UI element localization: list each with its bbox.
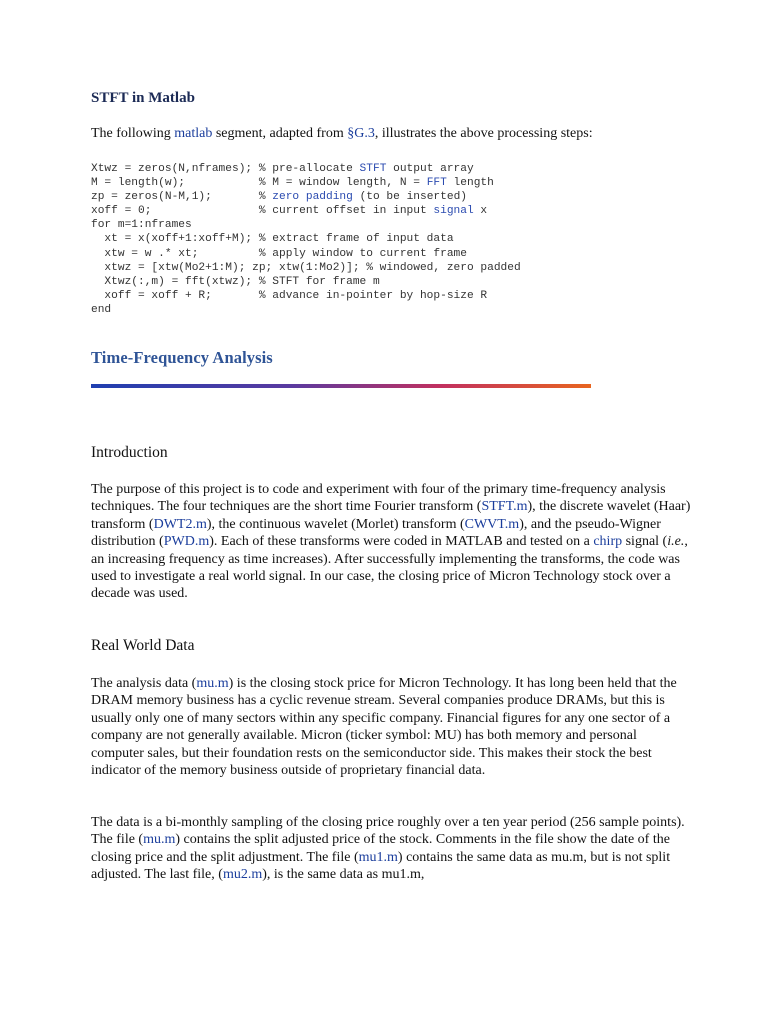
code-line: end: [91, 303, 112, 316]
link-mu1-m[interactable]: mu1.m: [358, 849, 398, 865]
code-line: xtw = w .* xt; % apply window to current frame: [91, 247, 467, 260]
italic-ie: i.e.: [667, 534, 685, 550]
code-line: for m=1:nframes: [91, 219, 192, 232]
code-line: zp = zeros(N-M,1); % zero padding (to be inserted): [91, 191, 467, 204]
code-line: xtwz = [xtw(Mo2+1:M); zp; xtw(1:Mo2)]; % windowed, zero padded: [91, 261, 521, 274]
link-stft-m[interactable]: STFT.m: [481, 499, 528, 515]
code-line: xt = x(xoff+1:xoff+M); % extract frame of input data: [91, 233, 454, 246]
link-mu-m[interactable]: mu.m: [196, 676, 229, 691]
link-mu-m[interactable]: mu.m: [143, 832, 176, 848]
link-chirp[interactable]: chirp: [593, 534, 623, 550]
code-line: xoff = 0; % current offset in input signal x: [91, 205, 488, 218]
section-heading-real-world-data: Real World Data: [91, 637, 195, 654]
code-line: xoff = xoff + R; % advance in-pointer by hop-size R: [91, 289, 488, 302]
link-pwd-m[interactable]: PWD.m: [163, 534, 210, 550]
link-mu2-m[interactable]: mu2.m: [222, 867, 263, 883]
link-cwvt-m[interactable]: CWVT.m: [464, 516, 520, 532]
link-g3[interactable]: §G.3: [347, 126, 375, 141]
code-line: M = length(w); % M = window length, N = FFT length: [91, 177, 494, 190]
stft-intro-sentence: [91, 126, 691, 142]
text-run: segment, adapted from: [212, 126, 348, 141]
text-run: The following: [91, 126, 175, 141]
title-underline-rule: [91, 384, 591, 388]
real-world-paragraph-2: The data is a bi-monthly sampling of the closing price roughly over a ten year period (256 sample points). The file (mu.m) contains the split adjusted price of the stock. Comments in the file show the date of the closing price and the split adjustment. The file (mu1.m) contains the same data as mu.m, but is not split adjusted. The last file, (mu2.m), is the same data as mu1.m,: [91, 815, 685, 883]
link-matlab[interactable]: matlab: [174, 126, 213, 141]
section-heading-introduction: Introduction: [91, 444, 168, 461]
text-run: , illustrates the above processing steps:: [374, 126, 593, 141]
code-line: Xtwz = zeros(N,nframes); % pre-allocate STFT output array: [91, 163, 474, 175]
link-fft[interactable]: FFT: [426, 177, 447, 190]
introduction-paragraph: The purpose of this project is to code and experiment with four of the primary time-frequency analysis techniques. The four techniques are the short time Fourier transform (STFT.m), the discrete wavelet (Haar) transform (DWT2.m), the continuous wavelet (Morlet) transform (CWVT.m), and the pseudo-Wigner distribution (PWD.m). Each of these transforms were coded in MATLAB and tested on a chirp signal (i.e., an increasing frequency as time increases). After successfully implementing the transforms, the code was used to investigate a real world signal. In our case, the closing price of Micron Technology stock over a decade was used.: [91, 482, 691, 602]
link-dwt2-m[interactable]: DWT2.m: [153, 516, 207, 532]
title-time-frequency-analysis: Time-Frequency Analysis: [91, 348, 273, 367]
matlab-code-block: [91, 162, 691, 317]
real-world-paragraph-1: The analysis data (mu.m) is the closing stock price for Micron Technology. It has long been held that the DRAM memory business has a cyclic revenue stream. Several companies produce DRAMs, but this is usually only one of many sectors within any specific company. Financial figures for any one sector of a company are not generally available. Micron (ticker symbol: MU) has both memory and personal computer sales, but their foundation rests on the semiconductor side. This makes their stock the best indicator of the memory business outside of proprietary financial data.: [91, 676, 677, 779]
code-line: Xtwz(:,m) = fft(xtwz); % STFT for frame m: [91, 275, 380, 288]
link-signal[interactable]: signal: [433, 205, 474, 218]
link-stft[interactable]: STFT: [359, 163, 387, 175]
link-zero-padding[interactable]: zero padding: [272, 191, 353, 204]
section-heading-stft: STFT in Matlab: [91, 90, 195, 106]
